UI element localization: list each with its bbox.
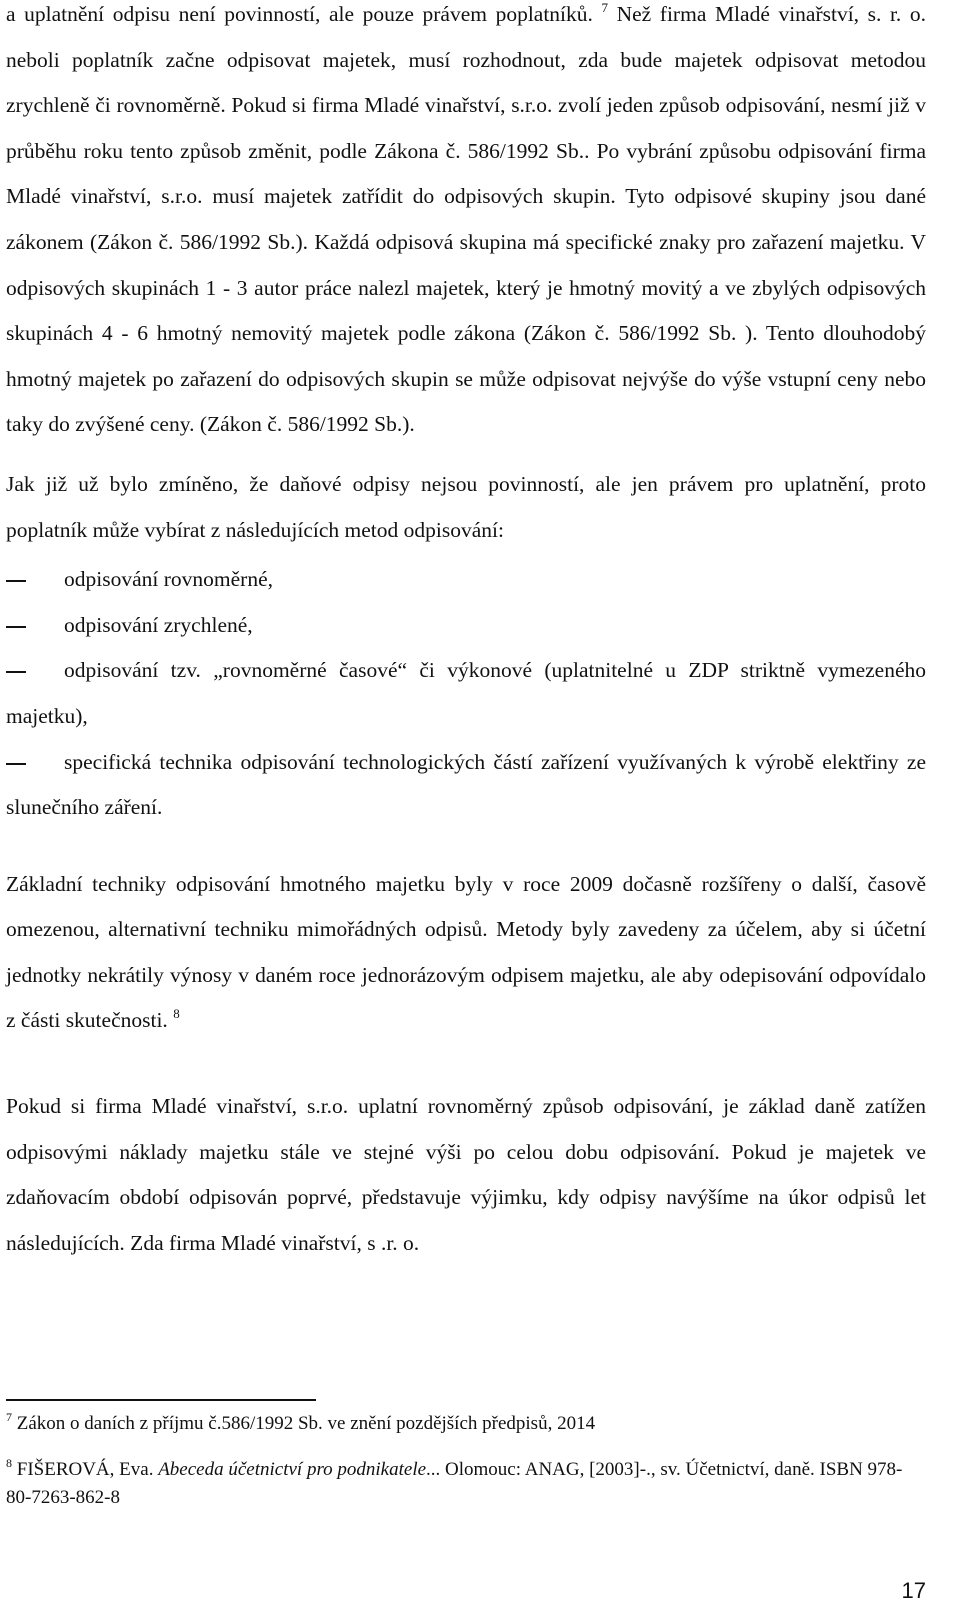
footnote-number: 7 (6, 1410, 12, 1424)
footnote-author: FIŠEROVÁ, Eva. (16, 1459, 154, 1480)
footnote (6, 1456, 926, 1512)
footnote-title: Abeceda účetnictví pro podnikatele (158, 1459, 427, 1480)
methods-list (6, 557, 926, 831)
paragraph-text: Než firma Mladé vinařství, s. r. o. neboli poplatník začne odpisovat majetek, musí rozhodnout, zda bude majetek odpisovat metodou zrychleně či rovnoměrně. Pokud si firma Mladé vinařství, s.r.o. zvolí jeden způsob odpisování, nesmí již v průběhu roku tento způsob změnit, podle Zákona č. 586/1992 Sb.. Po vybrání způsobu odpisování firma Mladé vinařství, s.r.o. musí majetek zatřídit do odpisových skupin. Tyto odpisové skupiny jsou dané zákonem (Zákon č. 586/1992 Sb.). Každá odpisová skupina má specifické znaky pro zařazení majetku. V odpisových skupinách 1 - 3 autor práce nalezl majetek, který je hmotný movitý a ve zbylých odpisových skupinách 4 - 6 hmotný nemovitý majetek podle zákona (Zákon č. 586/1992 Sb. ). Tento dlouhodobý hmotný majetek po zařazení do odpisových skupin se může odpisovat nejvýše do výše vstupní ceny nebo taky do zvýšené ceny. (Zákon č. 586/1992 Sb.). (6, 2, 927, 437)
paragraph-depreciation-groups (6, 0, 926, 448)
list-item-text: specifická technika odpisování technologických částí zařízení využívaných k výrobě elektřiny ze slunečního záření. (6, 749, 926, 820)
paragraph-straight-line: Pokud si firma Mladé vinařství, s.r.o. uplatní rovnoměrný způsob odpisování, je základ daně zatížen odpisovými náklady majetku stále ve stejné výši po celou dobu odpisování. Pokud je majetek ve zdaňovacím období odpisován poprvé, představuje výjimku, kdy odpisy navýšíme na úkor odpisů let následujících. Zda firma Mladé vinařství, s .r. o. (6, 1094, 926, 1255)
list-item-text: odpisování rovnoměrné, (64, 567, 273, 592)
footnote-reference[interactable]: 8 (173, 1006, 180, 1022)
document-page (6, 0, 926, 1266)
footnote-separator (6, 1399, 316, 1401)
footnote-number: 8 (6, 1456, 12, 1470)
list-item (6, 603, 926, 649)
footnote-reference[interactable]: 7 (601, 0, 609, 15)
footnotes (6, 1410, 926, 1512)
list-item (6, 740, 926, 831)
page-number: 17 (901, 1578, 926, 1603)
list-item (6, 648, 926, 739)
paragraph-text: Základní techniky odpisování hmotného majetku byly v roce 2009 dočasně rozšířeny o další, časově omezenou, alternativní techniku mimořádných odpisů. Metody byly zavedeny za účelem, aby si účetní jednotky nekrátily výnosy v daném roce jednorázovým odpisem majetku, ale aby odepisování odpovídalo z části skutečnosti. (6, 871, 926, 1033)
paragraph-text: a uplatnění odpisu není povinností, ale pouze právem poplatníků. (6, 2, 593, 26)
footnote-text: ... Olomouc: ANAG, [2003]-., sv. Účetnictví, daně. ISBN 978-80-7263-862-8 (6, 1459, 903, 1508)
paragraph-extraordinary-depreciation (6, 862, 926, 1044)
footnote-text: Zákon o daních z příjmu č.586/1992 Sb. ve znění pozdějších předpisů, 2014 (16, 1413, 596, 1434)
list-item (6, 557, 926, 603)
footnote (6, 1410, 926, 1438)
list-item-text: odpisování tzv. „rovnoměrné časové“ či výkonové (uplatnitelné u ZDP striktně vymezeného majetku), (6, 658, 926, 728)
list-item-text: odpisování zrychlené, (64, 612, 253, 637)
paragraph-methods-intro: Jak již už bylo zmíněno, že daňové odpisy nejsou povinností, ale jen právem pro uplatnění, proto poplatník může vybírat z následujících metod odpisování: (6, 471, 926, 542)
